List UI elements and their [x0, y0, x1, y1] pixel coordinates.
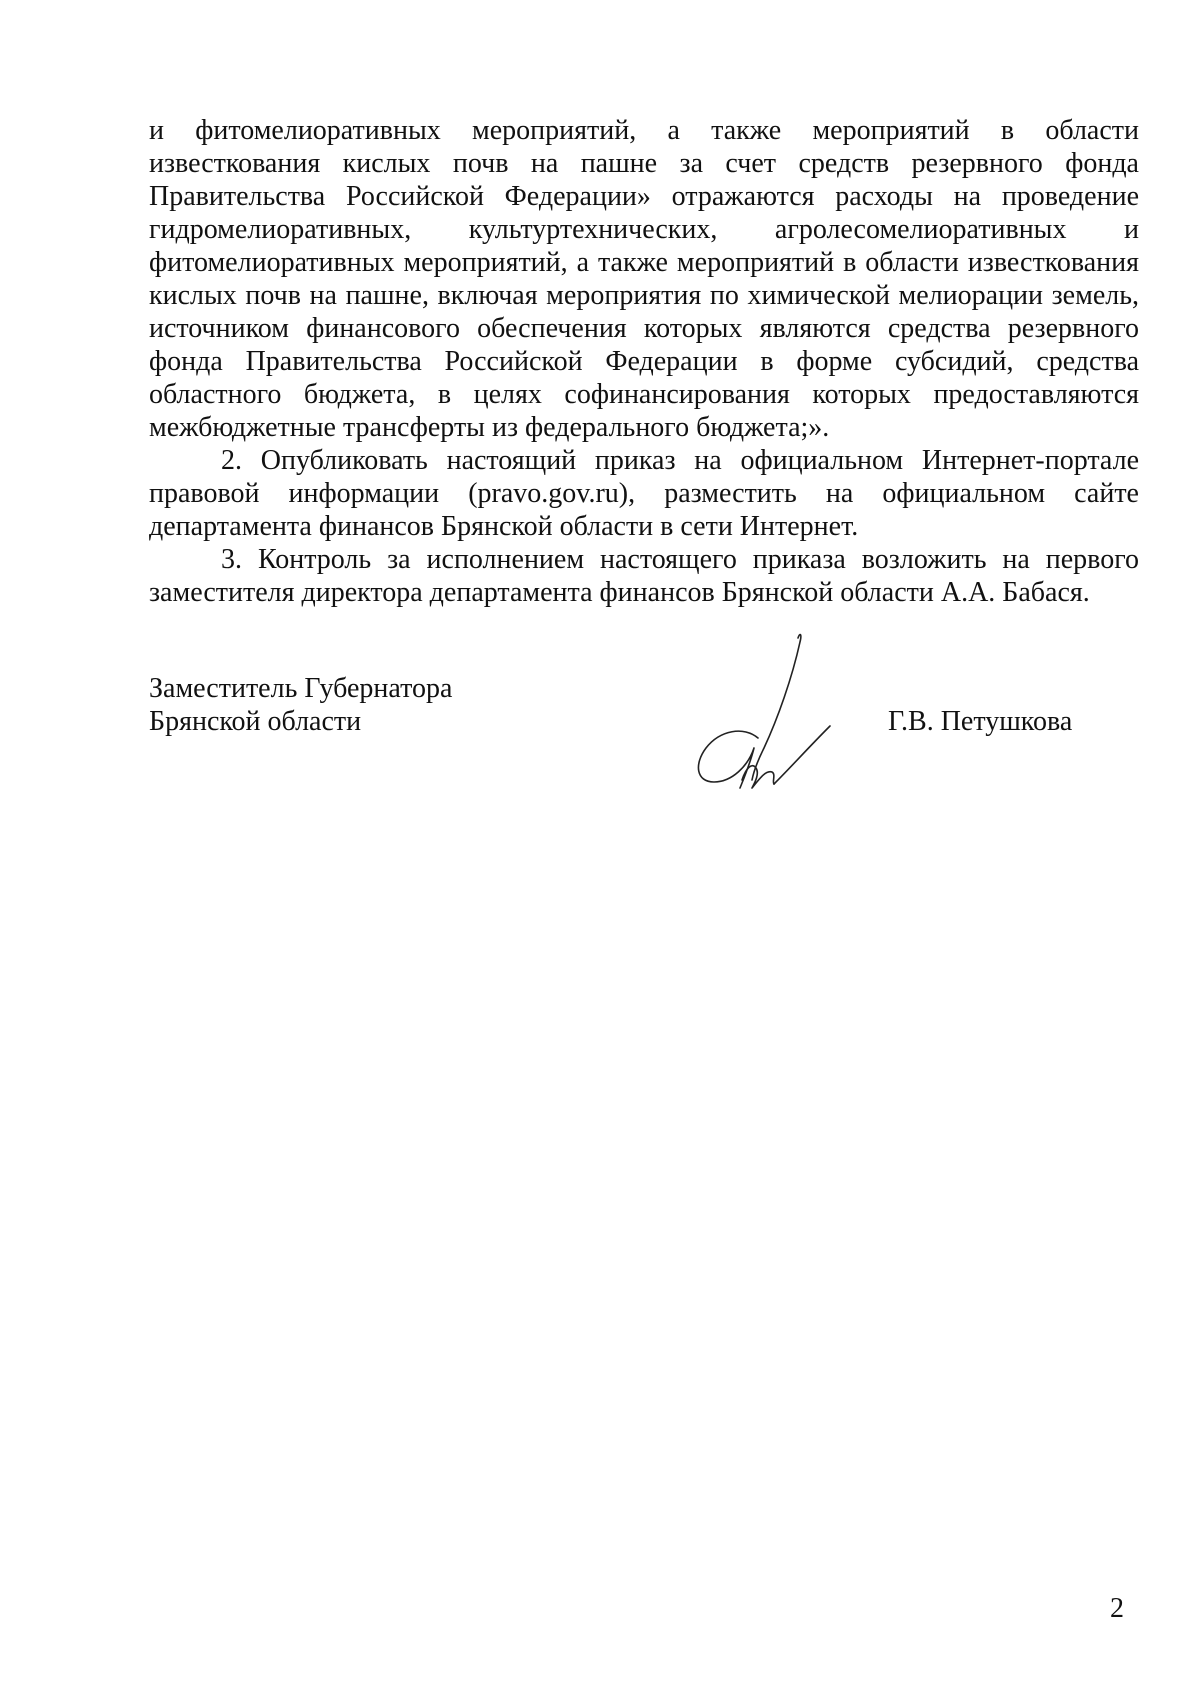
paragraph-item-2: 2. Опубликовать настоящий приказ на официальном Интернет-портале правовой информации (pravo.gov.ru), разместить на официальном сайте департамента финансов Брянской области в сети Интернет. [149, 445, 1139, 542]
signer-title [149, 672, 452, 738]
signer-title-line-2: Брянской области [149, 706, 362, 737]
signer-title-line-1: Заместитель Губернатора [149, 673, 453, 704]
page-number: 2 [1110, 1593, 1124, 1624]
document-body [149, 114, 1139, 609]
paragraph-item-3: 3. Контроль за исполнением настоящего приказа возложить на первого заместителя директора департамента финансов Брянской области А.А. Бабася. [149, 544, 1139, 608]
signer-name: Г.В. Петушкова [888, 706, 1073, 737]
handwritten-signature-icon [680, 630, 840, 810]
paragraph-continuation: и фитомелиоративных мероприятий, а также мероприятий в области известкования кислых почв на пашне за счет средств резервного фонда Правительства Российской Федерации» отражаются расходы на проведение гидромелиоративных, культуртехнических, агролесомелиоративных и фитомелиоративных мероприятий, а также мероприятий в области известкования кислых почв на пашне, включая мероприятия по химической мелиорации земель, источником финансового обеспечения которых являются средства резервного фонда Правительства Российской Федерации в форме субсидий, средства областного бюджета, в целях софинансирования которых предоставляются межбюджетные трансферты из федерального бюджета;». [149, 115, 1139, 443]
signature-block [0, 672, 1200, 822]
